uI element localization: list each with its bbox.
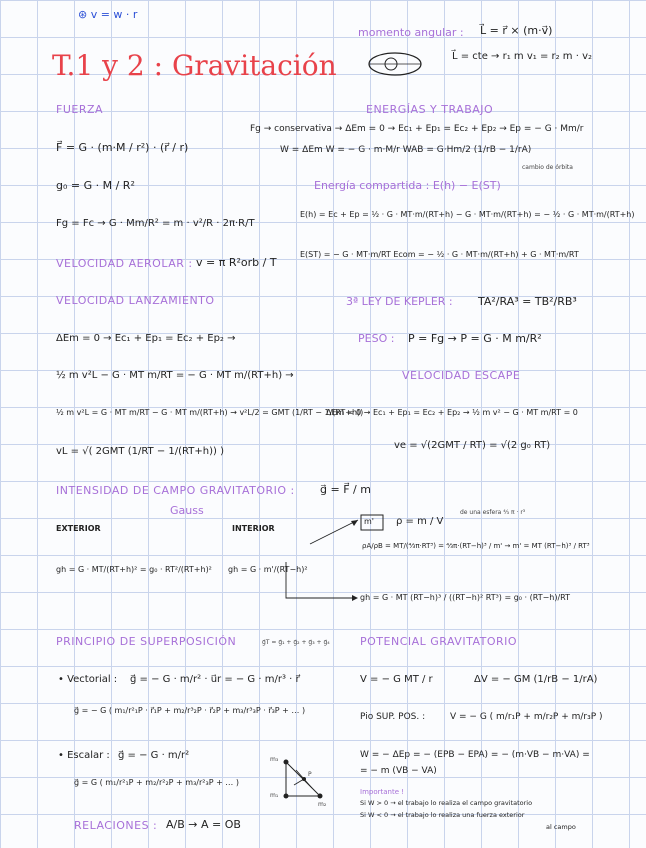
escalar-eq1: g⃗ = − G · m/r² bbox=[118, 750, 190, 761]
potencial-eq1: V = − G MT / r bbox=[360, 674, 433, 685]
importante-label: Importante ! bbox=[360, 788, 405, 796]
potencial-eq5: = − m (VB − VA) bbox=[360, 766, 437, 776]
vectorial-eq1: g⃗ = − G · m/r² · u⃗r = − G · m/r³ · r⃗ bbox=[130, 674, 300, 685]
gauss-label: Gauss bbox=[170, 504, 204, 517]
tri-m3: m₃ bbox=[270, 756, 279, 763]
exterior-eq: gh = G · MT/(RT+h)² = g₀ · RT²/(RT+h)² bbox=[56, 565, 212, 574]
intensidad-header: INTENSIDAD DE CAMPO GRAVITATORIO : bbox=[56, 484, 295, 497]
areolar-eq: v = π R²orb / T bbox=[196, 256, 277, 269]
energias-header: ENERGÍAS Y TRABAJO bbox=[366, 103, 494, 116]
interior-label: INTERIOR bbox=[232, 524, 275, 533]
energia-compartida: Energía compartida : E(h) − E(ST) bbox=[314, 179, 501, 192]
tri-m2: m₂ bbox=[318, 801, 327, 808]
fuerza-eq1: F⃗ = G · (m·M / r²) · (r⃗ / r) bbox=[56, 141, 189, 154]
momento-eq2: L⃗ = cte → r₁ m v₁ = r₂ m · v₂ bbox=[452, 51, 592, 62]
density-ratio-eq: ρA/ρB = MT/(⁴⁄₃π·RT³) = ⁴⁄₃π·(RT−h)³ / m' → m' = MT (RT−h)³ / RT³ bbox=[362, 542, 590, 550]
peso-eq: P = Fg → P = G · M m/R² bbox=[408, 332, 542, 345]
rho-box-label: m' bbox=[364, 517, 374, 526]
relaciones-label: RELACIONES : bbox=[74, 819, 158, 832]
gh-result-eq: gh = G · MT (RT−h)³ / ((RT−h)² RT³) = g₀ · (RT−h)/RT bbox=[360, 593, 571, 602]
kepler-eq: TA²/RA³ = TB²/RB³ bbox=[478, 295, 577, 308]
energias-eq4: E(ST) = − G · MT·m/RT Ecom = − ½ · G · MT·m/(RT+h) + G · MT·m/RT bbox=[300, 250, 579, 259]
pio-label: Pio SUP. POS. : bbox=[360, 712, 426, 722]
escalar-eq2: g⃗ = G ( m₁/r²₁P + m₂/r²₂P + m₃/r²₃P + … ) bbox=[74, 778, 239, 787]
importante-line1: Si W > 0 → el trabajo lo realiza el campo gravitatorio bbox=[360, 799, 533, 807]
exterior-label: EXTERIOR bbox=[56, 524, 101, 533]
lanzamiento-header: VELOCIDAD LANZAMIENTO bbox=[56, 294, 215, 307]
energias-eq3: E(h) = Ec + Ep = ½ · G · MT·m/(RT+h) − G · MT·m/(RT+h) = − ½ · G · MT·m/(RT+h) bbox=[300, 210, 635, 219]
page-title: T.1 y 2 : Gravitación bbox=[52, 49, 337, 82]
density-note: de una esfera ⁴⁄₃ π · r³ bbox=[460, 509, 526, 516]
momento-eq1: L⃗ = r⃗ × (m·v⃗) bbox=[480, 24, 553, 37]
kepler-label: 3ª LEY DE KEPLER : bbox=[346, 295, 453, 308]
momento-label: momento angular : bbox=[358, 26, 464, 39]
importante-line2: Si W < 0 → el trabajo lo realiza una fuerza exterior bbox=[360, 811, 525, 819]
density-eq: ρ = m / V bbox=[396, 516, 444, 527]
lanzamiento-eq1: ΔEm = 0 → Ec₁ + Ep₁ = Ec₂ + Ep₂ → bbox=[56, 333, 236, 344]
potencial-header: POTENCIAL GRAVITATORIO bbox=[360, 635, 518, 648]
potencial-eq3: V = − G ( m/r₁P + m/r₂P + m/r₃P ) bbox=[450, 712, 603, 722]
importante-line3: al campo bbox=[546, 823, 576, 831]
lanzamiento-eq3: ½ m v²L = G · MT m/RT − G · MT m/(RT+h) → v²L/2 = GMT (1/RT − 1/(RT+h)) bbox=[56, 408, 364, 417]
energias-eq2: W = ΔEm W = − G · m·M/r WAB = G·Hm/2 (1/rB − 1/rA) bbox=[280, 145, 532, 155]
vectorial-label: • Vectorial : bbox=[58, 674, 118, 685]
tri-p: P bbox=[308, 771, 312, 778]
intensidad-eq: g⃗ = F⃗ / m bbox=[320, 483, 371, 496]
energias-eq1: Fg → conservativa → ΔEm = 0 → Ec₁ + Ep₁ = Ec₂ + Ep₂ → Ep = − G · Mm/r bbox=[250, 124, 584, 134]
escape-eq2: ve = √(2GMT / RT) = √(2 g₀ RT) bbox=[394, 440, 551, 451]
superposicion-header: PRINCIPIO DE SUPERPOSICIÓN bbox=[56, 635, 237, 648]
energias-note: cambio de órbita bbox=[522, 164, 573, 171]
fuerza-eq2: g₀ = G · M / R² bbox=[56, 179, 135, 192]
fuerza-eq3: Fg = Fc → G · Mm/R² = m · v²/R · 2π·R/T bbox=[56, 218, 255, 229]
escape-eq1: ΔEm = 0 → Ec₁ + Ep₁ = Ec₂ + Ep₂ → ½ m v² − G · MT m/RT = 0 bbox=[326, 408, 578, 417]
peso-label: PESO : bbox=[358, 332, 395, 345]
potencial-eq4: W = − ΔEp = − (EPB − EPA) = − (m·VB − m·VA) = bbox=[360, 750, 590, 760]
interior-eq: gh = G · m'/(RT−h)² bbox=[228, 565, 308, 574]
superposicion-small: g⃗T = g⃗₁ + g⃗₂ + g⃗₃ + g⃗₄ bbox=[262, 639, 330, 646]
tri-m1: m₁ bbox=[270, 792, 279, 799]
lanzamiento-eq2: ½ m v²L − G · MT m/RT = − G · MT m/(RT+h) → bbox=[56, 370, 294, 381]
vectorial-eq2: g⃗ = − G ( m₁/r²₁P · r⃗₁P + m₂/r³₂P · r⃗₂P + m₃/r³₃P · r⃗₃P + … ) bbox=[74, 706, 306, 715]
escape-header: VELOCIDAD ESCAPE bbox=[402, 369, 521, 382]
top-formula: ⊛ v = w · r bbox=[78, 8, 138, 21]
potencial-eq2: ΔV = − GM (1/rB − 1/rA) bbox=[474, 674, 598, 685]
fuerza-header: FUERZA bbox=[56, 103, 104, 116]
escalar-label: • Escalar : bbox=[58, 750, 110, 761]
lanzamiento-eq4: vL = √( 2GMT (1/RT − 1/(RT+h)) ) bbox=[56, 446, 224, 457]
relaciones-eq: A/B → A = OB bbox=[166, 818, 241, 831]
areolar-header: VELOCIDAD AEROLAR : bbox=[56, 257, 193, 270]
